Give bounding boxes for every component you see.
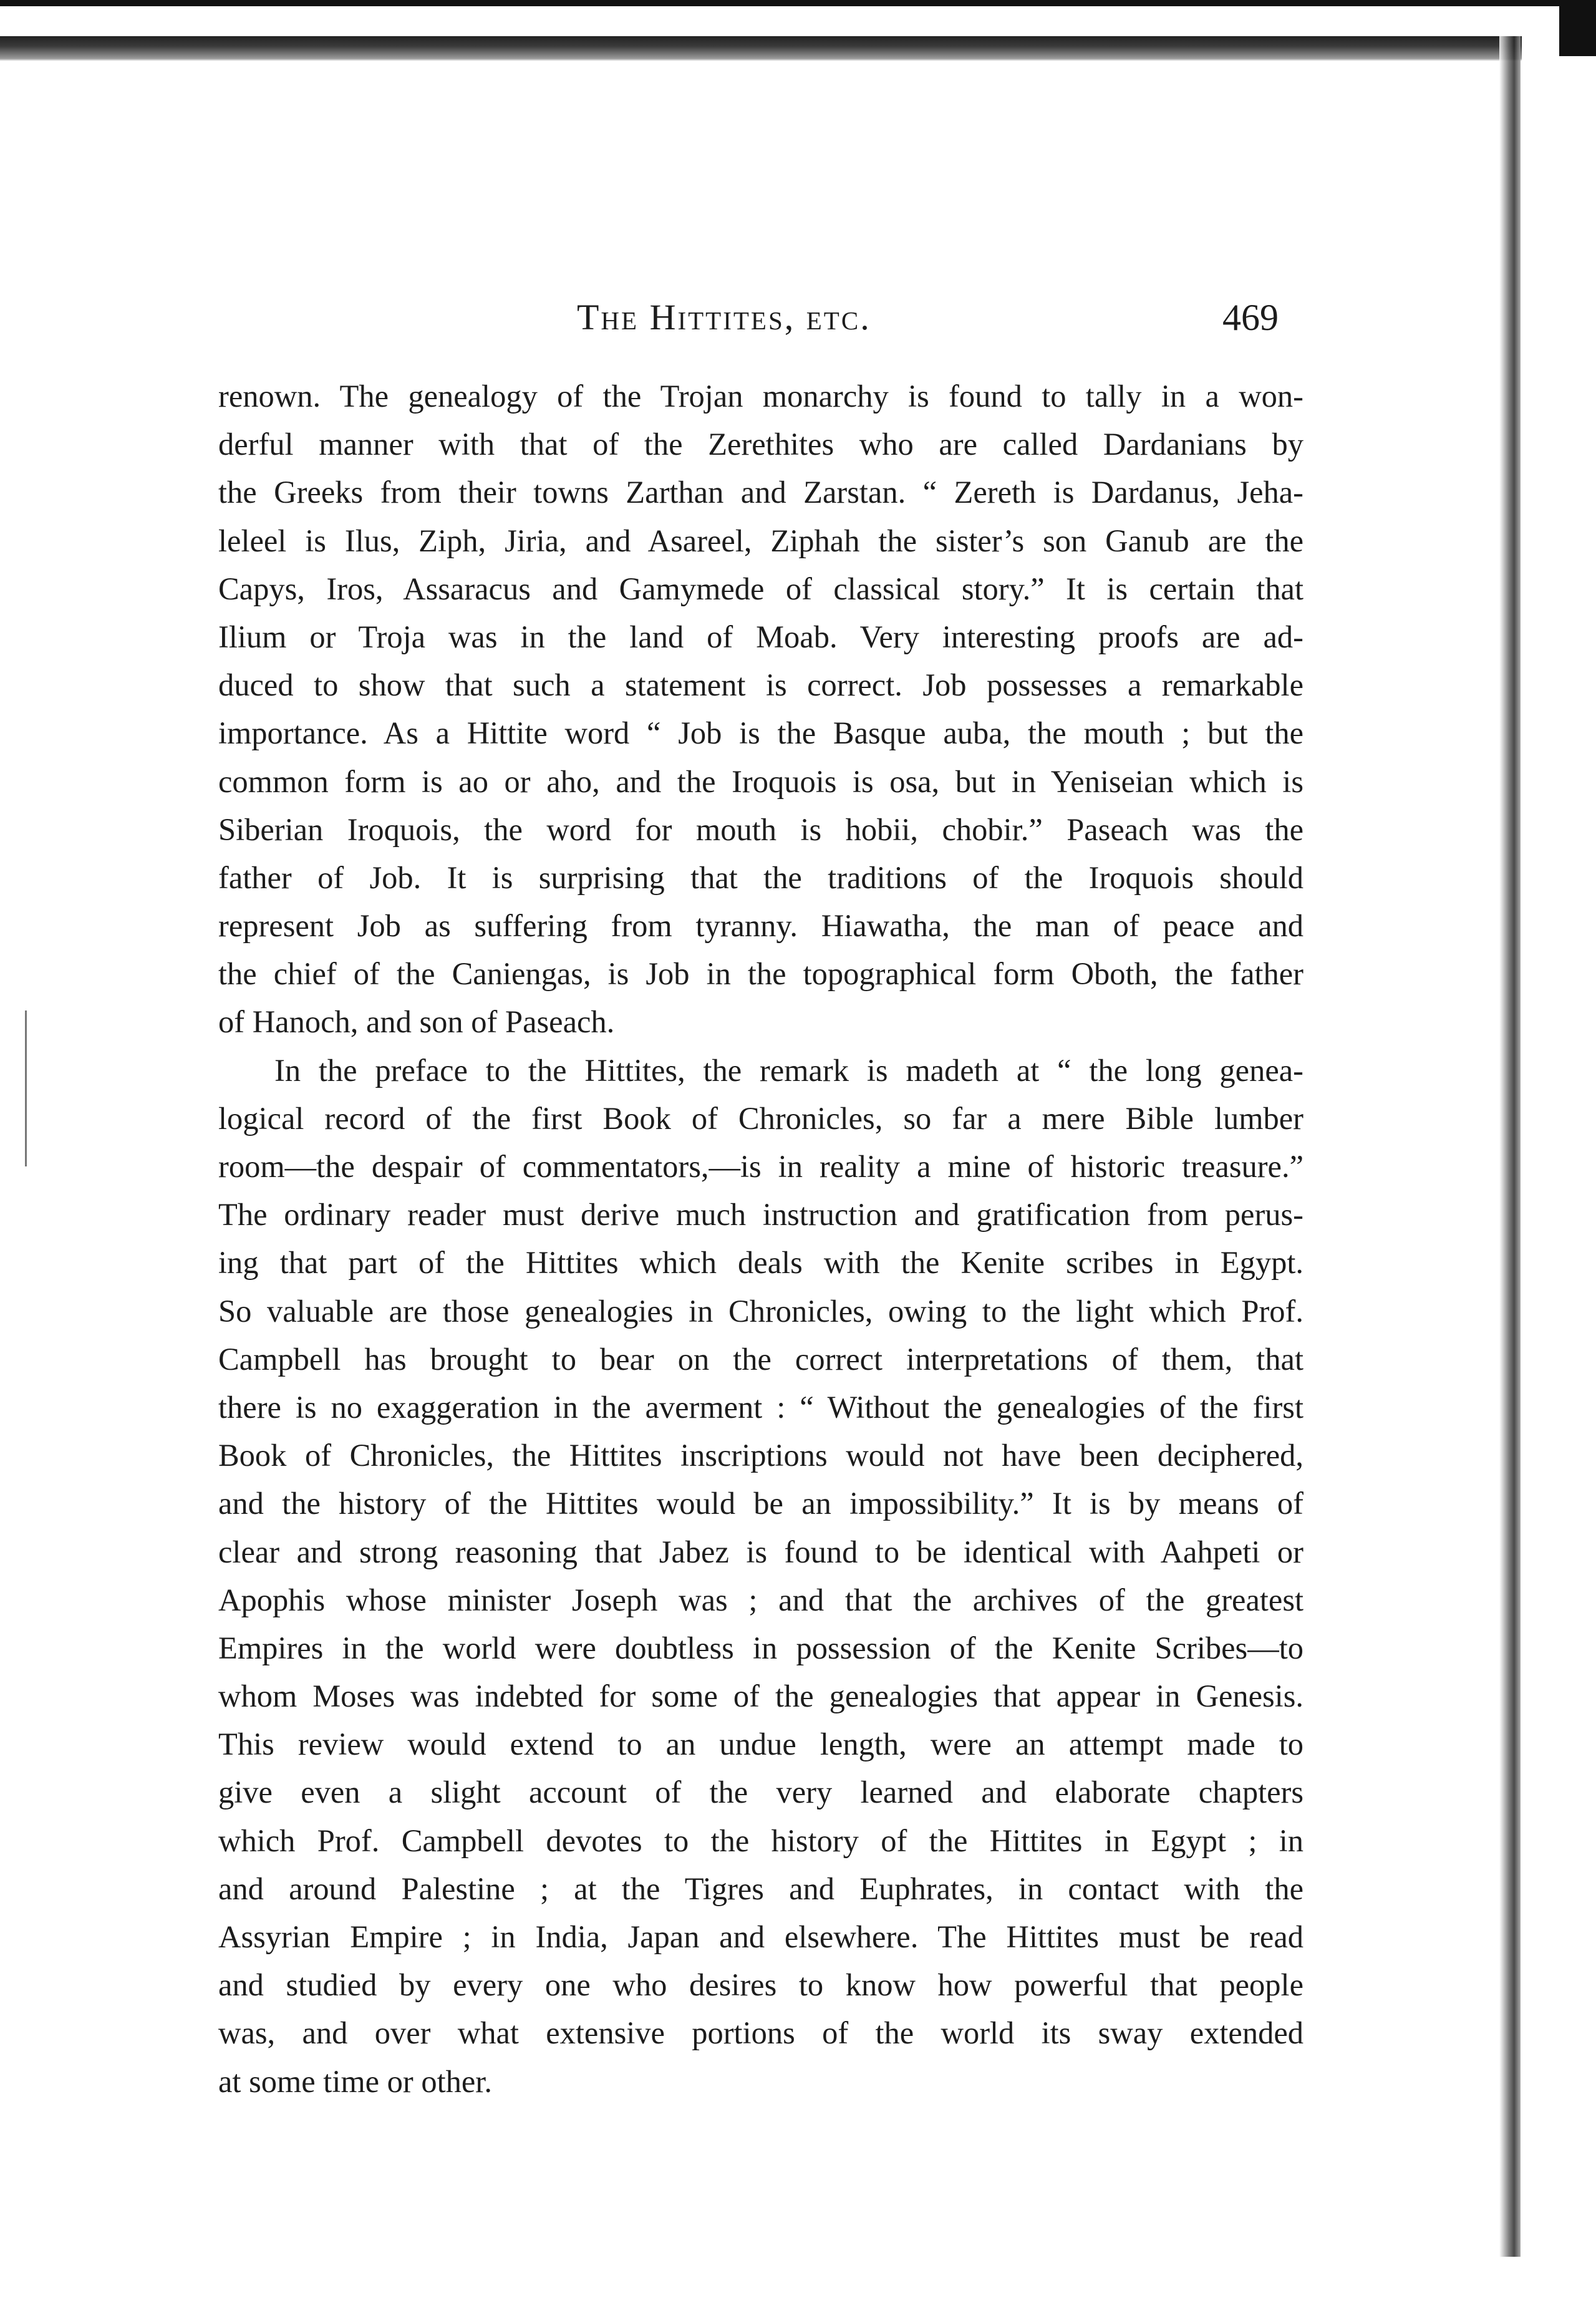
running-head <box>0 296 1596 346</box>
text-line: Apophis whose minister Joseph was ; and that the archives of the greatest <box>218 1582 1303 1617</box>
text-line: the Greeks from their towns Zarthan and Zarstan. “ Zereth is Dardanus, Jeha- <box>218 475 1303 510</box>
paragraph-1 <box>218 372 1303 1047</box>
text-line: there is no exaggeration in the averment : “ Without the genealogies of the first <box>218 1389 1303 1425</box>
text-line: give even a slight account of the very learned and elaborate chapters <box>218 1775 1303 1810</box>
text-line: Siberian Iroquois, the word for mouth is hobii, chobir.” Paseach was the <box>218 812 1303 847</box>
text-line: and the history of the Hittites would be an impossibility.” It is by means of <box>218 1486 1303 1521</box>
text-line: duced to show that such a statement is correct. Job possesses a remarkable <box>218 667 1303 703</box>
text-line: common form is ao or aho, and the Iroquois is osa, but in Yeniseian which is <box>218 763 1303 799</box>
text-line: Book of Chronicles, the Hittites inscriptions would not have been deciphered, <box>218 1438 1303 1473</box>
text-line: Assyrian Empire ; in India, Japan and elsewhere. The Hittites must be read <box>218 1919 1303 1954</box>
text-line: derful manner with that of the Zerethites who are called Dardanians by <box>218 427 1303 462</box>
text-line: Empires in the world were doubtless in possession of the Kenite Scribes—to <box>218 1630 1303 1665</box>
text-line: So valuable are those genealogies in Chronicles, owing to the light which Prof. <box>218 1293 1303 1329</box>
text-line: represent Job as suffering from tyranny. Hiawatha, the man of peace and <box>218 908 1303 944</box>
paragraph-2 <box>218 1047 1303 2106</box>
text-line: whom Moses was indebted for some of the genealogies that appear in Genesis. <box>218 1679 1303 1714</box>
text-line: at some time or other. <box>218 2063 492 2099</box>
scan-top-edge <box>0 0 1596 6</box>
text-line: was, and over what extensive portions of the world its sway extended <box>218 2015 1303 2051</box>
body-text <box>218 372 1303 2106</box>
text-line: clear and strong reasoning that Jabez is found to be identical with Aahpeti or <box>218 1534 1303 1569</box>
text-line: ing that part of the Hittites which deals with the Kenite scribes in Egypt. <box>218 1245 1303 1281</box>
running-title: The Hittites, etc. <box>577 297 871 337</box>
text-line: importance. As a Hittite word “ Job is the Basque auba, the mouth ; but the <box>218 715 1303 751</box>
scan-left-mark <box>25 1010 27 1166</box>
text-line: Campbell has brought to bear on the correct interpretations of them, that <box>218 1341 1303 1377</box>
text-line: logical record of the first Book of Chronicles, so far a mere Bible lumber <box>218 1100 1303 1136</box>
text-line: room—the despair of commentators,—is in reality a mine of historic treasure.” <box>218 1149 1303 1184</box>
text-line: This review would extend to an undue length, were an attempt made to <box>218 1727 1303 1762</box>
text-line: which Prof. Campbell devotes to the history of the Hittites in Egypt ; in <box>218 1823 1303 1858</box>
text-line: The ordinary reader must derive much instruction and gratification from perus- <box>218 1197 1303 1233</box>
text-line: Capys, Iros, Assaracus and Gamymede of classical story.” It is certain that <box>218 571 1303 606</box>
scan-corner-shadow <box>1559 0 1596 56</box>
text-line: In the preface to the Hittites, the remark is madeth at “ the long genea- <box>274 1052 1303 1088</box>
text-line: Ilium or Troja was in the land of Moab. Very interesting proofs are ad- <box>218 619 1303 654</box>
text-line: and around Palestine ; at the Tigres and Euphrates, in contact with the <box>218 1871 1303 1906</box>
text-line: renown. The genealogy of the Trojan monarchy is found to tally in a won- <box>218 379 1303 414</box>
scan-top-border <box>0 36 1522 61</box>
text-line: the chief of the Caniengas, is Job in the topographical form Oboth, the father <box>218 956 1303 992</box>
text-line: and studied by every one who desires to know how powerful that people <box>218 1967 1303 2003</box>
text-line: leleel is Ilus, Ziph, Jiria, and Asareel, Ziphah the sister’s son Ganub are the <box>218 523 1303 558</box>
text-line: father of Job. It is surprising that the traditions of the Iroquois should <box>218 860 1303 895</box>
page-number: 469 <box>1222 297 1279 338</box>
text-line: of Hanoch, and son of Paseach. <box>218 1004 615 1040</box>
scan-right-border <box>1499 36 1521 2257</box>
